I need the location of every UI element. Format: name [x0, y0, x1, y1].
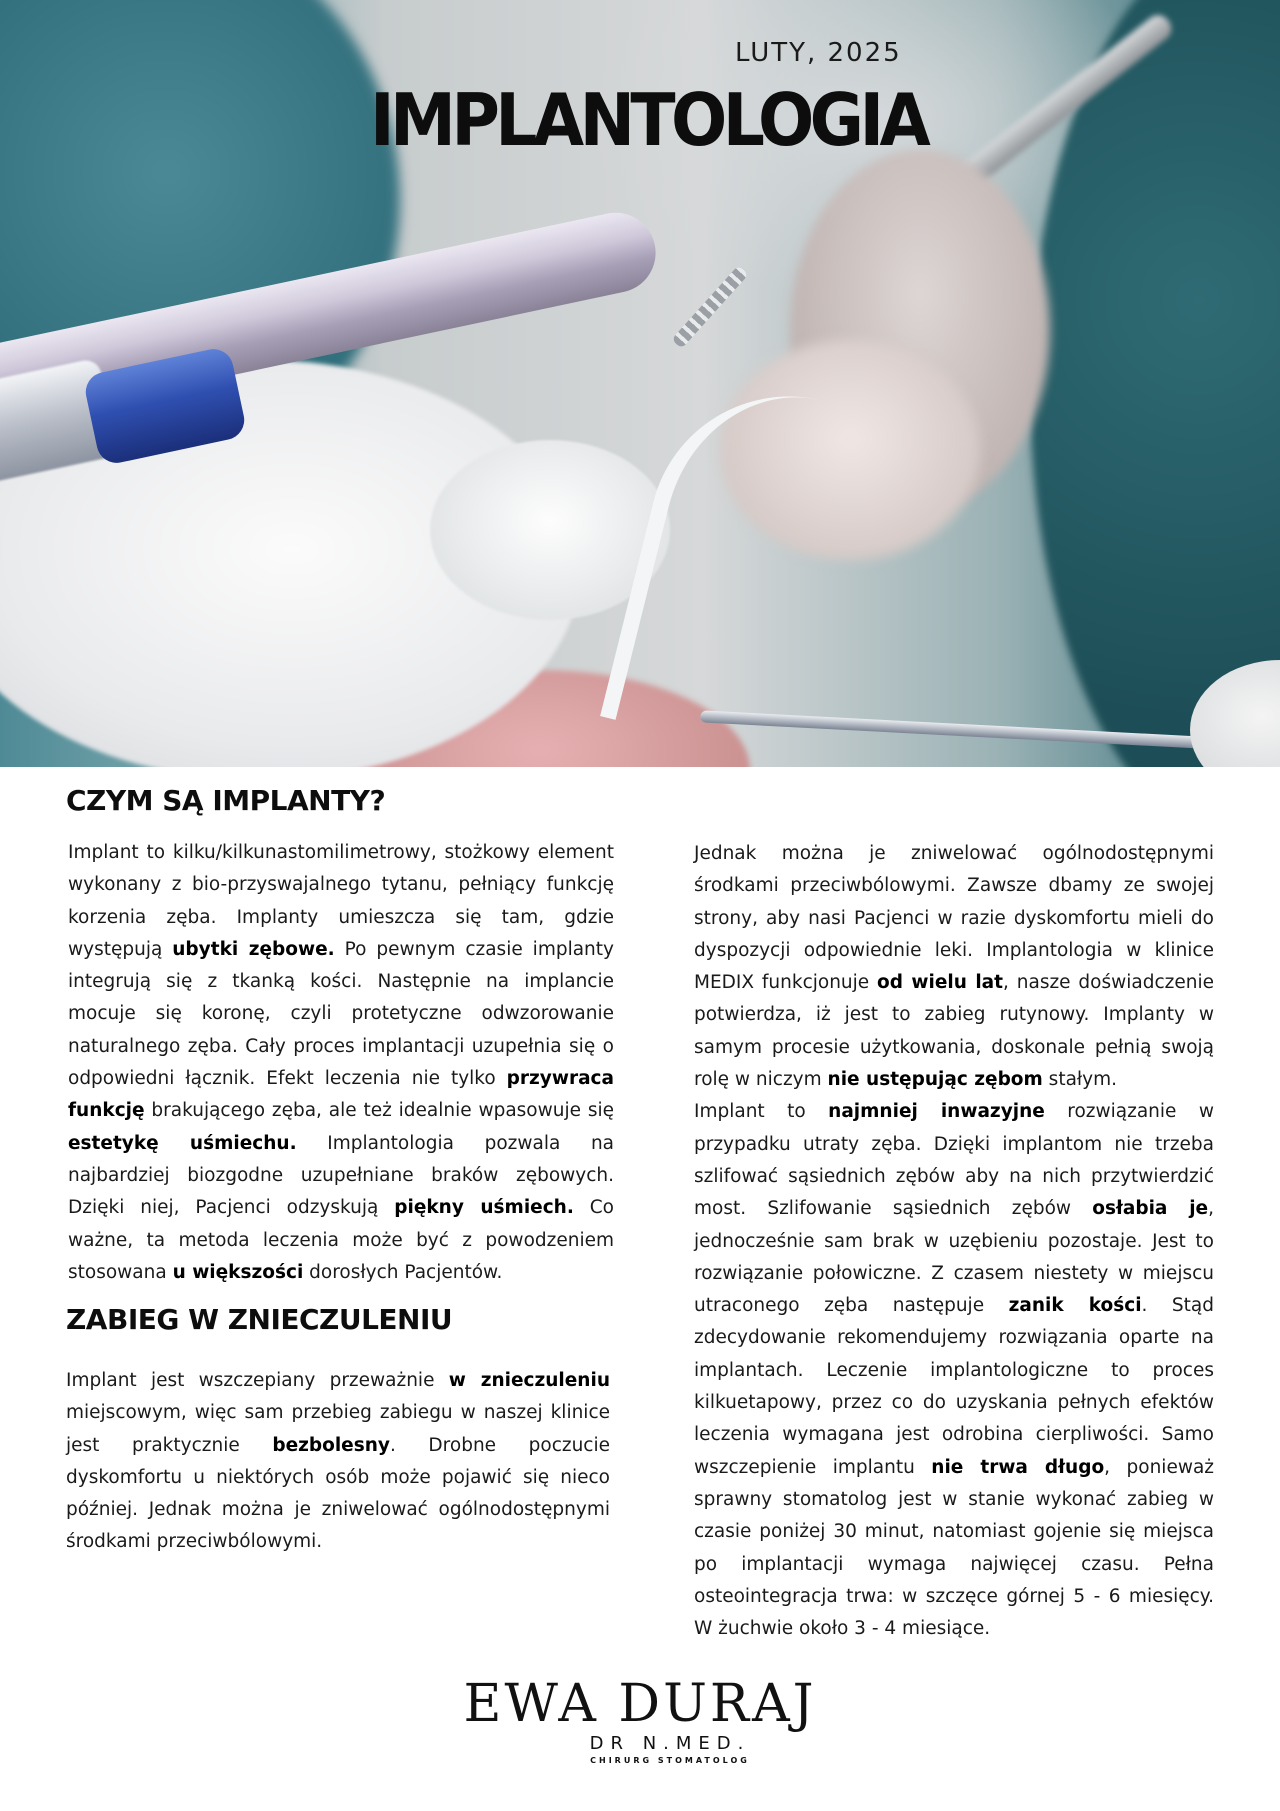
hero-implant-drill: [671, 265, 748, 349]
issue-date: LUTY, 2025: [735, 38, 902, 68]
body-text: rozwiązanie w przypadku utraty zęba. Dzięki implantom nie trzeba szlifować sąsiednich zębów aby na nich przytwierdzić most. Szlifowanie sąsiednich zębów: [694, 1101, 1214, 1220]
emphasis-text: osłabia je: [1092, 1198, 1209, 1220]
body-text: dorosłych Pacjentów.: [303, 1261, 503, 1283]
emphasis-text: ubytki zębowe.: [172, 938, 335, 960]
emphasis-text: bezbolesny: [272, 1434, 390, 1456]
emphasis-text: w znieczuleniu: [448, 1370, 610, 1391]
paragraph-minimal-invasive: [694, 1096, 1214, 1645]
hero-photo: [0, 0, 1280, 767]
body-text: brakującego zęba, ale też idealnie wpasowuje się: [144, 1100, 614, 1122]
section-body-anesthesia: [66, 1365, 610, 1559]
body-text: stałym.: [1042, 1069, 1118, 1091]
body-text: Implant jest wszczepiany przeważnie: [66, 1370, 449, 1391]
emphasis-text: estetykę uśmiechu.: [68, 1132, 297, 1154]
paragraph-anesthesia: [66, 1365, 610, 1559]
section-heading-anesthesia: ZABIEG W ZNIECZULENIU: [66, 1303, 453, 1336]
emphasis-text: u większości: [172, 1261, 304, 1283]
signature-degree: DR N.MED.: [589, 1733, 751, 1754]
signature-name: EWA DURAJ: [463, 1674, 817, 1734]
body-text: Co ważne, ta metoda leczenia może być z powodzeniem stosowana: [68, 1197, 614, 1283]
emphasis-text: nie ustępując zębom: [827, 1069, 1043, 1091]
body-text: Jednak można je zniwelować ogólnodostępnymi środkami przeciwbólowymi. Zawsze dbamy ze swojej strony, aby nasi Pacjenci w razie dyskomfortu mieli do dyspozycji odpowiednie leki. Implantologia w klinice MEDIX funkcjonuje: [694, 843, 1214, 994]
body-text: . Stąd zdecydowanie rekomendujemy rozwiązania oparte na implantach. Leczenie implantologiczne to proces kilkuetapowy, przez co do uzyskania pełnych efektów leczenia wymagana jest odrobina cierpliwości. Samo wszczepienie implantu: [694, 1295, 1215, 1478]
body-text: , jednocześnie sam brak w uzębieniu pozostaje. Jest to rozwiązanie połowiczne. Z czasem niestety w miejscu utraconego zęba następuje: [694, 1198, 1214, 1317]
page-title: IMPLANTOLOGIA: [370, 78, 927, 162]
emphasis-text: przywraca funkcję: [68, 1068, 614, 1122]
body-text: Po pewnym czasie implanty integrują się z tkanką kości. Następnie na implancie mocuje się koronę, czyli protetyczne odwzorowanie naturalnego zęba. Cały proces implantacji uzupełnia się o odpowiedni łącznik. Efekt leczenia nie tylko: [68, 938, 614, 1090]
hero-suction-tube: [600, 367, 916, 767]
emphasis-text: zanik kości: [1008, 1295, 1142, 1317]
body-text: miejscowym, więc sam przebieg zabiegu w naszej klinice jest praktycznie: [66, 1402, 610, 1456]
paragraph-implants: [68, 837, 614, 1289]
signature-role: CHIRURG STOMATOLOG: [590, 1756, 750, 1765]
body-text: . Drobne poczucie dyskomfortu u niektórych osób może pojawić się nieco później. Jednak można je zniwelować ogólnodostępnymi środkami przeciwbólowymi.: [66, 1434, 611, 1553]
body-text: , nasze doświadczenie potwierdza, iż jest to zabieg rutynowy. Implanty w samym procesie użytkowania, doskonale pełnią swoją rolę w niczym: [694, 972, 1214, 1091]
emphasis-text: od wielu lat: [877, 972, 1004, 994]
section-heading-implants: CZYM SĄ IMPLANTY?: [66, 784, 386, 817]
body-text: , ponieważ sprawny stomatolog jest w stanie wykonać zabieg w czasie poniżej 30 minut, natomiast gojenie się miejsca po implantacji wymaga najwięcej czasu. Pełna osteointegracja trwa: w szczęce górnej 5 - 6 miesięcy. W żuchwie około 3 - 4 miesiące.: [694, 1456, 1215, 1640]
emphasis-text: najmniej inwazyjne: [828, 1101, 1045, 1123]
body-text: Implant to: [694, 1101, 829, 1123]
body-text: Implant to kilku/kilkunastomilimetrowy, stożkowy element wykonany z bio-przyswajalnego tytanu, pełniący funkcję korzenia zęba. Implanty umieszcza się tam, gdzie występują: [68, 842, 614, 960]
section-body-implants: [68, 837, 614, 1289]
paragraph-medix: [694, 838, 1214, 1096]
emphasis-text: piękny uśmiech.: [394, 1197, 574, 1219]
emphasis-text: nie trwa długo: [931, 1456, 1105, 1478]
body-text: Implantologia pozwala na najbardziej biozgodne uzupełniane braków zębowych. Dzięki niej, Pacjenci odzyskują: [68, 1132, 615, 1219]
right-column: [694, 838, 1214, 1645]
